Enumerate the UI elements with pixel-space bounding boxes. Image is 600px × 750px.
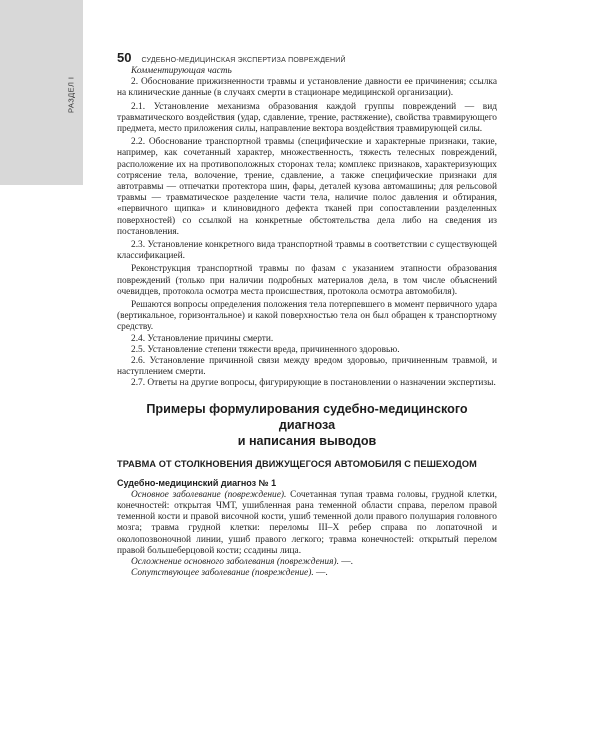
comorbid (117, 568, 497, 579)
section-label: РАЗДЕЛ I (66, 76, 76, 114)
paragraph: 2.6. Установление причинной связи между вредом здоровью, причиненным травмой, и наступлением смерти. (117, 356, 497, 378)
paragraph: 2.5. Установление степени тяжести вреда, причиненного здоровью. (131, 344, 400, 355)
complication-text: —. (338, 556, 353, 567)
paragraph: 2.3. Установление конкретного вида транспортной травмы в соответствии с существующей классификацией. (117, 240, 497, 262)
main-diagnosis-text: Сочетанная тупая травма головы, грудной клетки, конечностей: открытая ЧМТ, ушибленная рана теменной области справа, перелом правой теменной кости и правой височной кости, ушиб теменной доли правого полушария головного мозга; травма грудной клетки: переломы III–X ребер справа по лопаточной и околопозвоночной линии, ушиб правого легкого; травма конечностей: открытый перелом правой большеберцовой кости; ссадины лица. (117, 489, 497, 556)
comorbid-label: Сопутствующее заболевание (повреждение). (131, 568, 314, 579)
paragraph: Реконструкция транспортной травмы по фазам с указанием этапности образования повреждений (только при наличии подробных материалов дела, в том числе объяснений очевидцев, протокола осмотра места происшествия, протокола осмотра автомобиля). (117, 264, 497, 297)
page-number: 50 (117, 50, 132, 65)
section-side-bar (0, 0, 83, 185)
section-title-line-2: и написания выводов (237, 433, 377, 448)
main-diagnosis (117, 490, 497, 557)
section-title-line-1: Примеры формулирования судебно-медицинского диагноза (146, 401, 468, 432)
comorbid-text: —. (313, 568, 328, 579)
paragraph: 2.1. Установление механизма образования каждой группы повреждений — вид травматического воздействия (удар, сдавление, трение, растяжение), свойства травмирующего предмета, место приложения силы, направление вектора воздействия травмирующей силы. (117, 101, 497, 135)
diagnosis-heading: Судебно-медицинский диагноз № 1 (117, 477, 277, 488)
section-title (117, 401, 497, 449)
page-header (117, 50, 346, 65)
paragraph: Решаются вопросы определения положения тела потерпевшего в момент первичного удара (вертикальное, горизонтальное) и какой поверхностью тела он был обращен к транспортному средству. (117, 300, 497, 333)
page-content (117, 66, 497, 579)
paragraph: 2.4. Установление причины смерти. (131, 333, 274, 344)
paragraph: 2.7. Ответы на другие вопросы, фигурирующие в постановлении о назначении экспертизы. (131, 378, 496, 389)
main-diagnosis-label: Основное заболевание (повреждение). (131, 489, 287, 500)
section-subtitle: ТРАВМА ОТ СТОЛКНОВЕНИЯ ДВИЖУЩЕГОСЯ АВТОМОБИЛЯ С ПЕШЕХОДОМ (117, 458, 477, 469)
complication-label: Осложнение основного заболевания (повреждения). (131, 556, 339, 567)
paragraph: 2. Обоснование прижизненности травмы и установление давности ее причинения; ссылка на клинические данные (в случаях смерти в стационаре медицинской организации). (117, 77, 497, 99)
intro-heading: Комментирующая часть (131, 66, 232, 76)
paragraph: 2.2. Обоснование транспортной травмы (специфические и характерные признаки, такие, например, как сочетанный характер, множественность, тяжесть телесных повреждений, расположение их на противоположных сторонах тела; комплекс признаков, характеризующих сотрясение тела, волочение, трение, сдавление, а также специфические признаки для автотравмы — отпечатки протектора шин, фары, деталей кузова автомашины; для рельсовой травмы — травматическое разделение части тела, наличие полос давления и обтирания, «первичного щипка» и клиновидного дефекта тканей при сопоставлении разделенных поверхностей) со ссылкой на конкретные обстоятельства дела либо на сведения из постановления. (117, 137, 497, 237)
complication (117, 557, 497, 568)
running-title: СУДЕБНО-МЕДИЦИНСКАЯ ЭКСПЕРТИЗА ПОВРЕЖДЕНИЙ (141, 57, 346, 64)
